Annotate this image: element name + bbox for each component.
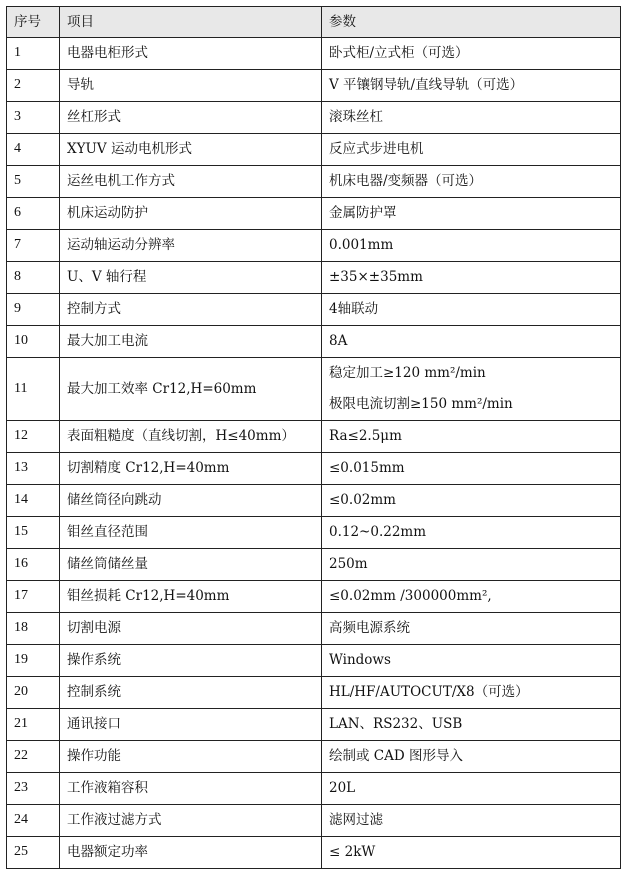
- cell-params: 金属防护罩: [322, 198, 621, 230]
- cell-item: 丝杠形式: [60, 102, 322, 134]
- cell-item: 电器额定功率: [60, 837, 322, 869]
- cell-item: 操作功能: [60, 741, 322, 773]
- table-row: [7, 453, 621, 485]
- cell-item: XYUV 运动电机形式: [60, 134, 322, 166]
- table-row: [7, 262, 621, 294]
- cell-params: 8A: [322, 326, 621, 358]
- cell-params: Windows: [322, 645, 621, 677]
- table-row: [7, 581, 621, 613]
- cell-params: 0.001mm: [322, 230, 621, 262]
- spec-table-body: [7, 38, 621, 869]
- cell-params: ±35×±35mm: [322, 262, 621, 294]
- cell-no: 5: [7, 166, 60, 198]
- table-row: [7, 549, 621, 581]
- cell-item: 切割电源: [60, 613, 322, 645]
- cell-item: 运动轴运动分辨率: [60, 230, 322, 262]
- table-row: [7, 198, 621, 230]
- cell-no: 15: [7, 517, 60, 549]
- cell-params: LAN、RS232、USB: [322, 709, 621, 741]
- cell-item: 储丝筒储丝量: [60, 549, 322, 581]
- header-item: 项目: [60, 7, 322, 38]
- spec-table: [6, 6, 621, 869]
- table-row: [7, 166, 621, 198]
- cell-params: 250m: [322, 549, 621, 581]
- cell-params: Ra≤2.5μm: [322, 421, 621, 453]
- cell-params: 高频电源系统: [322, 613, 621, 645]
- cell-no: 2: [7, 70, 60, 102]
- param-line: 稳定加工≥120 mm²/min: [329, 365, 486, 381]
- cell-params: 20L: [322, 773, 621, 805]
- header-row: [7, 7, 621, 38]
- cell-no: 9: [7, 294, 60, 326]
- cell-no: 11: [7, 358, 60, 421]
- cell-no: 14: [7, 485, 60, 517]
- table-row: [7, 709, 621, 741]
- table-row: [7, 294, 621, 326]
- cell-item: 钼丝损耗 Cr12,H=40mm: [60, 581, 322, 613]
- cell-no: 18: [7, 613, 60, 645]
- cell-params: 4轴联动: [322, 294, 621, 326]
- cell-item: 储丝筒径向跳动: [60, 485, 322, 517]
- cell-params: 0.12~0.22mm: [322, 517, 621, 549]
- cell-item: 导轨: [60, 70, 322, 102]
- table-row: [7, 230, 621, 262]
- cell-no: 3: [7, 102, 60, 134]
- table-row: [7, 358, 621, 421]
- table-row: [7, 134, 621, 166]
- cell-params: ≤0.015mm: [322, 453, 621, 485]
- cell-params: ≤0.02mm: [322, 485, 621, 517]
- cell-params: 卧式柜/立式柜（可选）: [322, 38, 621, 70]
- cell-no: 1: [7, 38, 60, 70]
- table-row: [7, 38, 621, 70]
- cell-no: 13: [7, 453, 60, 485]
- table-row: [7, 421, 621, 453]
- cell-params: 绘制或 CAD 图形导入: [322, 741, 621, 773]
- cell-params: ≤0.02mm /300000mm²,: [322, 581, 621, 613]
- cell-item: 电器电柜形式: [60, 38, 322, 70]
- cell-no: 16: [7, 549, 60, 581]
- cell-no: 24: [7, 805, 60, 837]
- cell-params: [322, 358, 621, 421]
- table-row: [7, 805, 621, 837]
- cell-params: 机床电器/变频器（可选）: [322, 166, 621, 198]
- header-no: 序号: [7, 7, 60, 38]
- cell-no: 10: [7, 326, 60, 358]
- table-row: [7, 326, 621, 358]
- cell-item: 通讯接口: [60, 709, 322, 741]
- table-row: [7, 613, 621, 645]
- cell-item: 机床运动防护: [60, 198, 322, 230]
- cell-no: 4: [7, 134, 60, 166]
- cell-item: 操作系统: [60, 645, 322, 677]
- cell-params: 滚珠丝杠: [322, 102, 621, 134]
- header-params: 参数: [322, 7, 621, 38]
- table-row: [7, 773, 621, 805]
- cell-params: V 平镶钢导轨/直线导轨（可选）: [322, 70, 621, 102]
- cell-item: 控制系统: [60, 677, 322, 709]
- cell-no: 7: [7, 230, 60, 262]
- cell-item: 运丝电机工作方式: [60, 166, 322, 198]
- cell-no: 21: [7, 709, 60, 741]
- cell-no: 19: [7, 645, 60, 677]
- cell-no: 12: [7, 421, 60, 453]
- table-row: [7, 677, 621, 709]
- cell-no: 8: [7, 262, 60, 294]
- cell-item: 最大加工电流: [60, 326, 322, 358]
- cell-item: 工作液箱容积: [60, 773, 322, 805]
- table-row: [7, 517, 621, 549]
- cell-no: 23: [7, 773, 60, 805]
- cell-params: ≤ 2kW: [322, 837, 621, 869]
- cell-no: 17: [7, 581, 60, 613]
- cell-params: 反应式步进电机: [322, 134, 621, 166]
- table-row: [7, 102, 621, 134]
- cell-item: U、V 轴行程: [60, 262, 322, 294]
- table-row: [7, 645, 621, 677]
- cell-params: 滤网过滤: [322, 805, 621, 837]
- table-row: [7, 837, 621, 869]
- cell-no: 25: [7, 837, 60, 869]
- cell-params: HL/HF/AUTOCUT/X8（可选）: [322, 677, 621, 709]
- cell-item: 最大加工效率 Cr12,H=60mm: [60, 358, 322, 421]
- table-row: [7, 485, 621, 517]
- cell-no: 6: [7, 198, 60, 230]
- table-row: [7, 70, 621, 102]
- param-line: 极限电流切割≥150 mm²/min: [329, 396, 513, 412]
- cell-no: 22: [7, 741, 60, 773]
- cell-no: 20: [7, 677, 60, 709]
- cell-item: 钼丝直径范围: [60, 517, 322, 549]
- cell-item: 控制方式: [60, 294, 322, 326]
- cell-item: 工作液过滤方式: [60, 805, 322, 837]
- spec-document: [6, 6, 620, 869]
- table-row: [7, 741, 621, 773]
- cell-item: 表面粗糙度（直线切割，H≤40mm）: [60, 421, 322, 453]
- cell-item: 切割精度 Cr12,H=40mm: [60, 453, 322, 485]
